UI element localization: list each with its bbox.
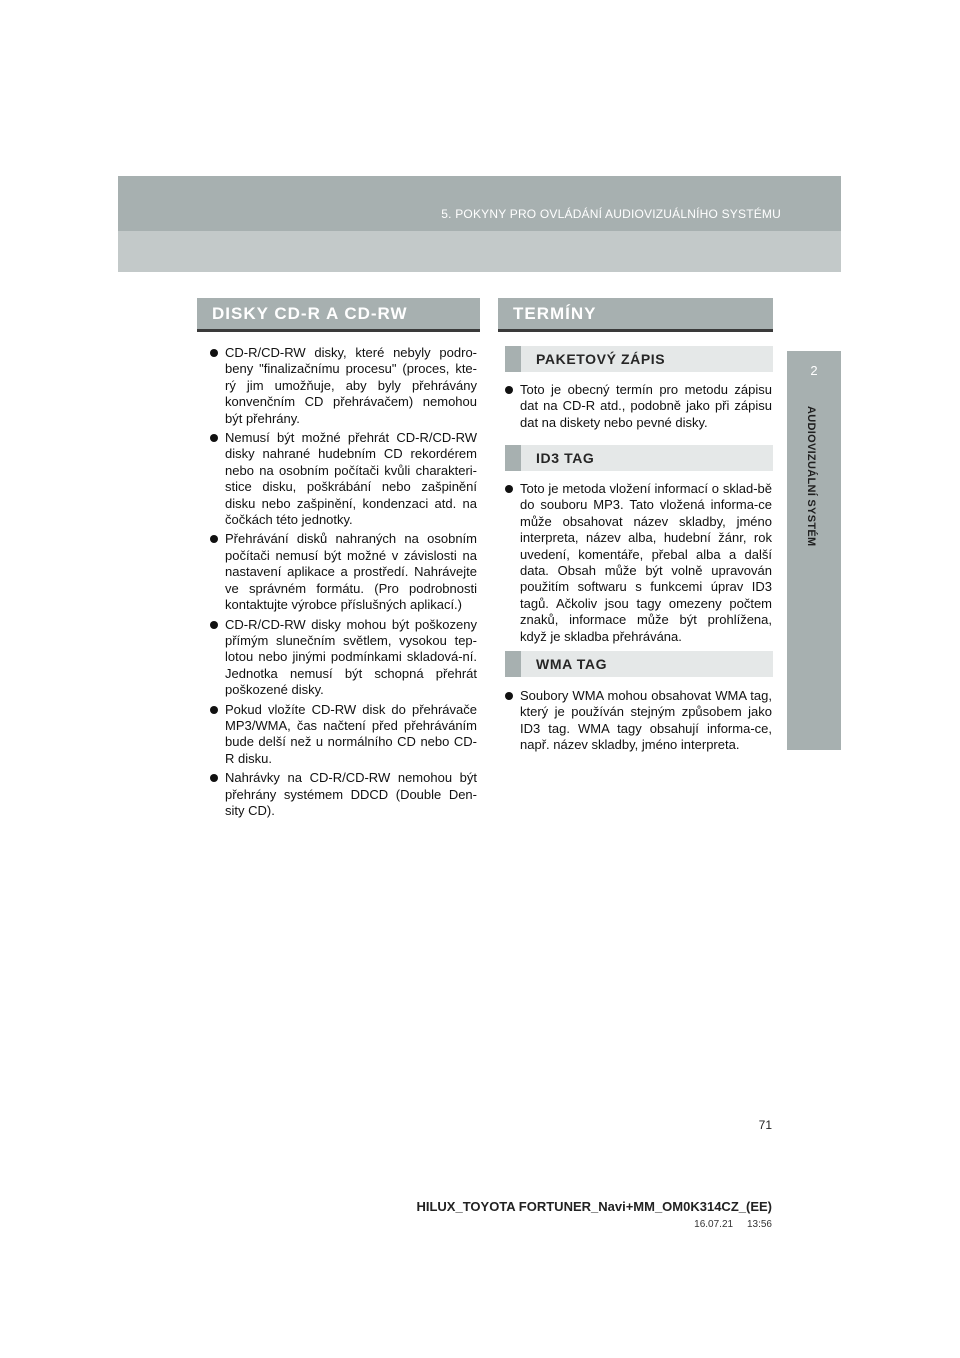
bullet-icon xyxy=(210,349,218,357)
chapter-side-label: AUDIOVIZUÁLNÍ SYSTÉM xyxy=(805,406,817,547)
bullet-icon xyxy=(505,386,513,394)
list-item: Soubory WMA mohou obsahovat WMA tag, který je používán stejným způsobem jako ID3 tag. WMA tagy obsahují informa-ce, např. název skladby, jméno interpreta. xyxy=(502,688,772,754)
subheading-id3-tag xyxy=(505,445,773,471)
list-item: Přehrávání disků nahraných na osobním počítači nemusí být možné v závislosti na nastavení aplikace a prostředí. Nahrávejte ve správném formátu. (Pro podrobnosti kontaktujte výrobce příslušných aplikací.) xyxy=(207,531,477,613)
section-heading-disky-text: DISKY CD-R A CD-RW xyxy=(212,304,408,323)
list-item: CD-R/CD-RW disky mohou být poškozeny přímým slunečním světlem, vysokou tep-lotou nebo jinými podmínkami skladová-ní. Jednotka nemusí být schopná přehrát poškozené disky. xyxy=(207,617,477,699)
header-lower-strip xyxy=(118,231,841,272)
paketovy-zapis-list xyxy=(502,382,772,434)
subheading-wma-tag xyxy=(505,651,773,677)
subheading-text: WMA TAG xyxy=(536,656,608,672)
wma-tag-list xyxy=(502,688,772,757)
bullet-icon xyxy=(210,535,218,543)
subheading-marker xyxy=(505,346,521,372)
list-item: Nemusí být možné přehrát CD-R/CD-RW disky nahrané hudebním CD rekordérem nebo na osobním počítači kvůli charakteri-stice disku, poškrábání nebo zašpinění disku nebo zašpinění, kondenzaci atd. na čočkách této jednotky. xyxy=(207,430,477,528)
subheading-text: PAKETOVÝ ZÁPIS xyxy=(536,351,666,367)
subheading-paketovy-zapis xyxy=(505,346,773,372)
list-item: Toto je metoda vložení informací o sklad-bě do souboru MP3. Tato vložená informa-ce může obsahovat název skladby, jméno interpreta, název alba, hudební žánr, rok uvedení, komentáře, přebal alba a další data. Obsah může být volně upravován použitím softwaru s funkcemi úprav ID3 tagů. Ačkoliv jsou tagy omezeny počtem znaků, informace může být prohlížena, když je skladba přehrávána. xyxy=(502,481,772,645)
document-timestamp: 16.07.21 13:56 xyxy=(694,1219,772,1230)
chapter-number: 2 xyxy=(810,363,818,378)
subheading-text: ID3 TAG xyxy=(536,450,595,466)
bullet-icon xyxy=(210,621,218,629)
section-heading-terminy xyxy=(498,298,773,332)
bullet-icon xyxy=(505,485,513,493)
document-id: HILUX_TOYOTA FORTUNER_Navi+MM_OM0K314CZ_(EE) xyxy=(416,1199,772,1214)
list-item: Pokud vložíte CD-RW disk do přehrávače MP3/WMA, čas načtení před přehráváním bude delší než u normálního CD nebo CD-R disku. xyxy=(207,702,477,768)
bullet-icon xyxy=(505,692,513,700)
list-item: Nahrávky na CD-R/CD-RW nemohou být přehrány systémem DDCD (Double Den-sity CD). xyxy=(207,770,477,819)
list-item: CD-R/CD-RW disky, které nebyly podro-beny "finalizačnímu procesu" (proces, kte-rý jim umožňuje, aby byly přehrávány konvenčním CD přehrávačem) nemohou být přehrány. xyxy=(207,345,477,427)
chapter-title: 5. POKYNY PRO OVLÁDÁNÍ AUDIOVIZUÁLNÍHO SYSTÉMU xyxy=(441,207,781,221)
page-number: 71 xyxy=(758,1118,772,1132)
header-band xyxy=(118,176,841,272)
bullet-icon xyxy=(210,706,218,714)
subheading-marker xyxy=(505,651,521,677)
left-bullet-list xyxy=(207,345,477,822)
chapter-side-tab xyxy=(787,351,841,750)
bullet-icon xyxy=(210,774,218,782)
section-heading-disky xyxy=(197,298,480,332)
list-item: Toto je obecný termín pro metodu zápisu dat na CD-R atd., podobně jako při zápisu dat na diskety nebo pevné disky. xyxy=(502,382,772,431)
subheading-marker xyxy=(505,445,521,471)
id3-tag-list xyxy=(502,481,772,648)
section-heading-terminy-text: TERMÍNY xyxy=(513,304,597,323)
bullet-icon xyxy=(210,434,218,442)
